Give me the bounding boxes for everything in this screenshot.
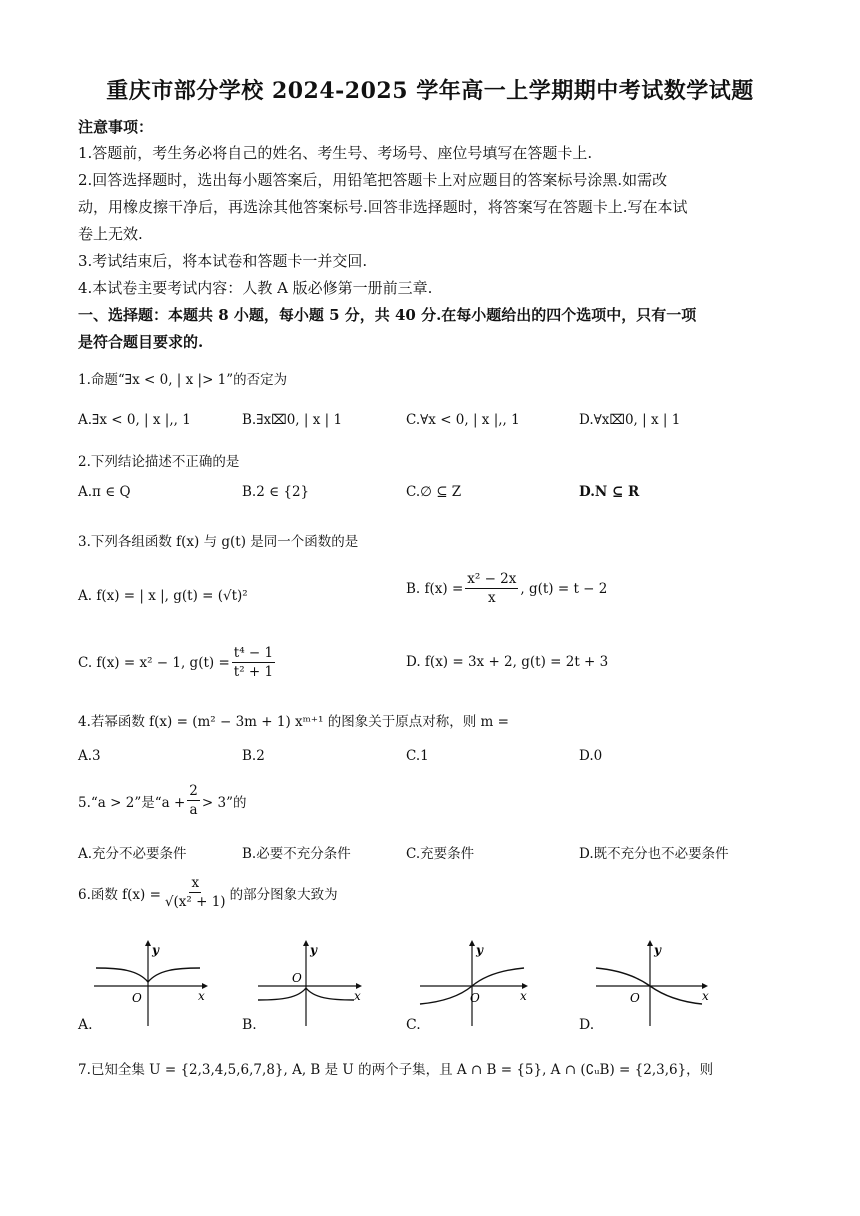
q1-option-c: C.∀x < 0, | x |,, 1 — [406, 412, 520, 428]
q2-option-d: D.N ⊆ R — [579, 484, 640, 500]
q1-option-d: D.∀x⌧0, | x | 1 — [579, 412, 681, 428]
q5-option-b: B.必要不充分条件 — [242, 846, 351, 862]
q3-c-prefix: C. f(x) = x² − 1, g(t) = — [78, 654, 230, 671]
note-line-5: 3.考试结束后，将本试卷和答题卡一并交回. — [78, 252, 368, 270]
q2-option-b: B.2 ∈ {2} — [242, 484, 310, 500]
q4-option-b: B.2 — [242, 748, 265, 764]
graph-a-origin: O — [132, 991, 142, 1005]
graph-d — [592, 938, 716, 1030]
graph-b-y-label: y — [310, 943, 317, 957]
notes-heading: 注意事项： — [78, 118, 154, 136]
section-heading-line-2: 是符合题目要求的. — [78, 333, 204, 351]
graph-c-y-label: y — [476, 943, 483, 957]
note-line-4: 卷上无效. — [78, 225, 143, 243]
q3-b-numerator: x² − 2x — [467, 571, 517, 587]
q6-option-c: C. — [406, 1017, 421, 1033]
graph-c-x-label: x — [520, 989, 527, 1003]
graph-b-x-label: x — [354, 989, 361, 1003]
q5-stem — [78, 782, 246, 819]
q6-numerator: x — [191, 875, 200, 891]
section-heading-line-1: 一、选择题：本题共 8 小题，每小题 5 分，共 40 分.在每小题给出的四个选项中，只有一项 — [78, 306, 697, 324]
q5-fraction — [187, 782, 200, 819]
q1-option-b: B.∃x⌧0, | x | 1 — [242, 412, 343, 428]
note-line-2: 2.回答选择题时，选出每小题答案后，用铅笔把答题卡上对应题目的答案标号涂黑.如需改 — [78, 171, 668, 189]
q6-stem — [78, 874, 338, 911]
q4-stem: 4.若幂函数 f(x) = (m² − 3m + 1) xᵐ⁺¹ 的图象关于原点对称，则 m = — [78, 714, 509, 730]
note-line-6: 4.本试卷主要考试内容：人教 A 版必修第一册前三章. — [78, 279, 433, 297]
q6-option-d: D. — [579, 1017, 595, 1033]
q4-option-a: A.3 — [78, 748, 101, 764]
graph-d-y-label: y — [654, 943, 661, 957]
q5-suffix: > 3”的 — [201, 794, 247, 811]
q5-denominator: a — [189, 802, 198, 818]
q3-b-prefix: B. f(x) = — [406, 580, 464, 597]
q7-stem: 7.已知全集 U = {2,3,4,5,6,7,8}, A, B 是 U 的两个子集，且 A ∩ B = {5}, A ∩ (∁ᵤB) = {2,3,6}，则 — [78, 1062, 714, 1078]
q2-option-c: C.∅ ⊆ Z — [406, 484, 462, 500]
q5-option-d: D.既不充分也不必要条件 — [579, 846, 729, 862]
graph-c — [416, 938, 536, 1030]
note-line-1: 1.答题前，考生务必将自己的姓名、考生号、考场号、座位号填写在答题卡上. — [78, 144, 593, 162]
q5-option-a: A.充分不必要条件 — [78, 846, 187, 862]
q6-option-a: A. — [78, 1017, 93, 1033]
graph-b — [254, 938, 374, 1030]
q3-b-suffix: , g(t) = t − 2 — [520, 580, 608, 597]
note-line-3: 动，用橡皮擦干净后，再选涂其他答案标号.回答非选择题时，将答案写在答题卡上.写在本试 — [78, 198, 688, 216]
q1-stem: 1.命题“∃x < 0, | x |> 1”的否定为 — [78, 372, 288, 388]
page-title: 重庆市部分学校 2024-2025 学年高一上学期期中考试数学试题 — [106, 78, 754, 104]
q3-b-denominator: x — [488, 590, 496, 606]
graph-a-y-arrow — [145, 940, 151, 946]
graph-b-origin: O — [292, 971, 302, 985]
q5-numerator: 2 — [189, 783, 198, 799]
graph-c-y-arrow — [469, 940, 475, 946]
q3-option-c — [78, 644, 277, 681]
q4-option-c: C.1 — [406, 748, 429, 764]
q2-stem: 2.下列结论描述不正确的是 — [78, 454, 240, 470]
q3-b-fraction — [465, 570, 518, 607]
graph-c-origin: O — [470, 991, 480, 1005]
graph-d-x-label: x — [702, 989, 709, 1003]
q3-c-numerator: t⁴ − 1 — [233, 645, 274, 661]
q3-c-denominator: t² + 1 — [233, 664, 274, 680]
q6-denominator: √(x² + 1) — [164, 894, 226, 910]
q6-option-b: B. — [242, 1017, 257, 1033]
graph-d-origin: O — [630, 991, 640, 1005]
q6-suffix: 的部分图象大致为 — [229, 886, 338, 903]
q4-option-d: D.0 — [579, 748, 603, 764]
q3-stem: 3.下列各组函数 f(x) 与 g(t) 是同一个函数的是 — [78, 534, 359, 550]
graph-a — [90, 938, 210, 1030]
graph-a-x-label: x — [198, 989, 205, 1003]
q3-option-b — [406, 570, 607, 607]
q3-c-fraction — [232, 644, 275, 681]
q6-fraction — [163, 874, 228, 911]
graph-d-y-arrow — [647, 940, 653, 946]
q6-prefix: 6.函数 f(x) = — [78, 886, 161, 903]
q3-option-a: A. f(x) = | x |, g(t) = (√t)² — [78, 588, 248, 604]
q1-option-a: A.∃x < 0, | x |,, 1 — [78, 412, 191, 428]
q3-option-d: D. f(x) = 3x + 2, g(t) = 2t + 3 — [406, 654, 609, 670]
q5-prefix: 5.“a > 2”是“a + — [78, 794, 186, 811]
q5-option-c: C.充要条件 — [406, 846, 475, 862]
q2-option-a: A.π ∈ Q — [78, 484, 131, 500]
graph-b-y-arrow — [303, 940, 309, 946]
graph-a-y-label: y — [152, 943, 159, 957]
